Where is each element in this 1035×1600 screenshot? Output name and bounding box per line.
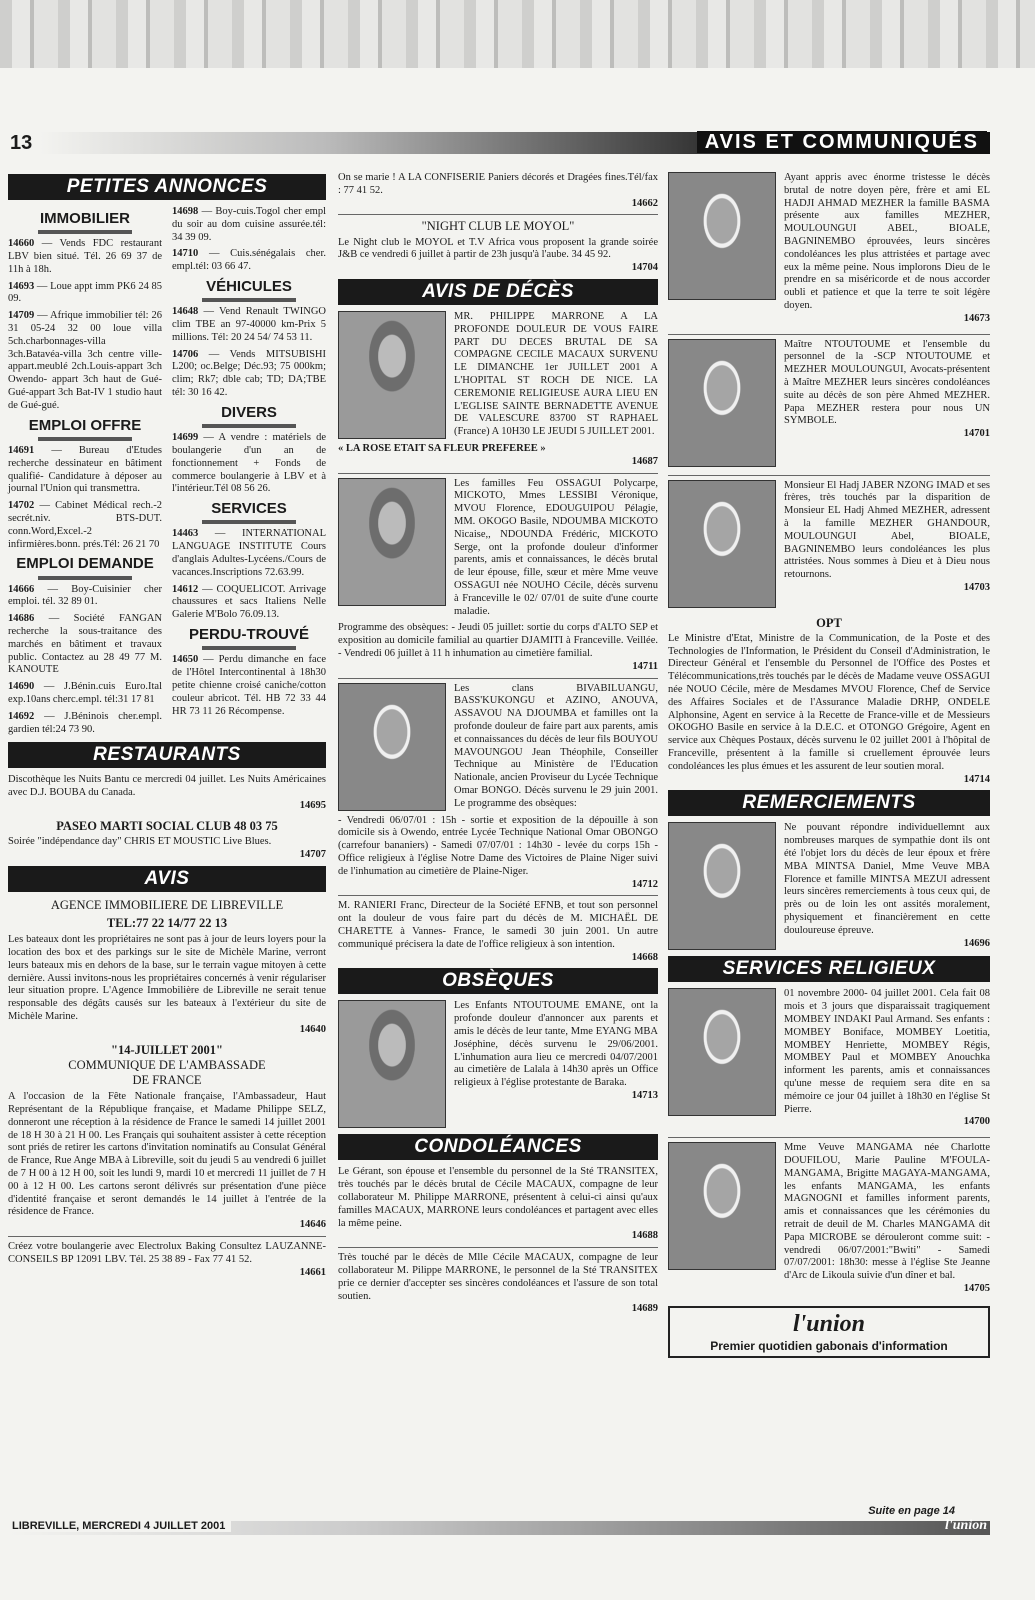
column-3 [668, 172, 990, 1358]
deces-notice-4: M. RANIERI Franc, Directeur de la Société EFNB, et tout son personnel ont la douleur de vous faire part du décès de M. MICHAËL DE CHARETTE à Vannes- France, le samedi 30 juin 2001. Un autre communiqué précisera la date de l'office religieux à son intention. 14668 [338, 900, 658, 963]
column-1 [8, 172, 326, 1283]
remerciements-header: REMERCIEMENTS [668, 790, 990, 816]
condoleances-header: CONDOLÉANCES [338, 1134, 658, 1160]
emploi-offre-heading: EMPLOI OFFRE [28, 416, 142, 434]
heading-rule [202, 298, 296, 302]
portrait-photo [338, 478, 446, 606]
service-notice-1: 01 novembre 2000- 04 juillet 2001. Cela fait 08 mois et 3 jours que disparaissait tragiquement MOMBEY INDAKI Paul Armand. Ses enfants : MOMBEY Boniface, MOMBEY Loetitia, MOMBEY Henriette, MOMBEY Régis, MOMBEY Paul et MOMBEY Anouchka informent les parents, amis et connaissances qu'une messe de requiem sera dite en sa mémoire ce jour 04 juillet à 18h30 en l'église St Pierre. 14700 [784, 988, 990, 1128]
agence-tel: TEL:77 22 14/77 22 13 [106, 915, 228, 930]
confiserie-ad: On se marie ! A LA CONFISERIE Paniers décorés et Dragées fines.Tél/fax : 77 41 52. 14662 [338, 172, 658, 209]
classified-ad: 14612 — COQUELICOT. Arrivage chaussures et sacs Italiens Nelle Galerie M'Bolo 76.09.13. [172, 583, 326, 621]
heading-rule [38, 230, 132, 234]
petites-annonces-header: PETITES ANNONCES [8, 174, 326, 200]
page-number: 13 [10, 132, 33, 154]
divider [8, 1236, 326, 1237]
condoleances-notice: Très touché par le décès de Mlle Cécile MACAUX, compagne de leur collaborateur M. Pilippe MARRONE, le personnel de la Sté TRANSITEX prie ce dernier d'accepter ses sincères condoléances et l'assure de son total soutien. 14689 [338, 1252, 658, 1315]
paseo-title: PASEO MARTI SOCIAL CLUB 48 03 75 [56, 818, 278, 833]
classified-ad: 14709 — Afrique immobilier tél: 26 31 05-24 32 00 loue villa 5ch.charbonnages-villa 3ch.Batavéa-villa 3ch centre ville-appart.meublé 2ch.Louis-appart 3ch Owendo- appart 3ch haut de Gué-Gué-appart 3ch Bat-IV 1 studio haut de Gué-gué. [8, 310, 162, 411]
portrait-photo [668, 988, 776, 1116]
divers-heading: DIVERS [221, 403, 277, 421]
deces-notice-1-tag: « LA ROSE ETAIT SA FLEUR PREFEREE » 14687 [338, 443, 658, 467]
union-tagline: Premier quotidien gabonais d'information [710, 1338, 948, 1353]
classifieds-right [172, 206, 326, 740]
portrait-photo [338, 311, 446, 439]
restaurant-ad: Soirée "indépendance day" CHRIS ET MOUSTIC Live Blues. 14707 [8, 836, 326, 860]
scan-top-edge [0, 0, 1035, 68]
union-logo-box [668, 1306, 990, 1358]
deces-notice-2: Les familles Feu OSSAGUI Polycarpe, MICKOTO, Mmes LESSIBI Véronique, MVOU Florence, EDOUGUIPOU Pélagie, MM. OKOGO Basile, NDOUMBA MICKOTO Nicaise,, NDOUNDA Frédéric, MICKOTO Serge, ont la profonde douleur d'informer parents, amis et connaissances, le décès brutal de leur épouse, fille, sœur et mère Mme veuve OSSAGUI née NOUHO Cécile, décès survenu à Franceville le 02/ 07/01 de suite d'une courte maladie. [454, 477, 658, 617]
vehicules-heading: VÉHICULES [206, 277, 292, 295]
remerciements-notice: Ne pouvant répondre individuellemnt aux nombreuses marques de sympathie dont ils ont été l'objet lors du décès de leur époux et frère MBA MINTSA Daniel, Mme Veuve MBA Florence et famille MINTSA MEZUI adressent leurs sincères remerciements à tous ceux qui, de près ou de loin les ont assités moralement, physiquement et financièrement en cette douloureuse épreuve. 14696 [784, 822, 990, 949]
classified-ad: 14693 — Loue appt imm PK6 24 85 09. [8, 280, 162, 305]
services-heading: SERVICES [211, 500, 287, 518]
classified-ad: 14690 — J.Bénin.cuis Euro.Ital exp.10ans cherc.empl. tél:31 17 81 [8, 681, 162, 705]
heading-rule [38, 576, 132, 580]
footer-logo: l'union [944, 1518, 987, 1533]
opt-notice: Le Ministre d'Etat, Ministre de la Communication, de la Poste et des Technologies de l'Information, le Président du Conseil d'Administration, le Directeur Général et l'ensemble du Personnel de l'Office des Postes et Télécommunications,très touchés par le décès de Madame veuve OSSAGUI née NOUO Cécile, mère de Mesdames MVOU Florence, Chef de Service des Affaires Sociales et de l'Assurance Maladie DRHP, ONDELE Alphonsine, Agent en service à la Recette de France-ville et de Messieurs OKOGHO Basile en service à la D.E.C. et OTONGO Grégoire, Agent en service aux Chèques Postaux, décès survenu le 02 juillet 2001 à l'hôpital de Franceville, présentent à la famille si cruellement éprouvée leurs condoléances les plus émues et les assurent de leur soutien moral. 14714 [668, 632, 990, 785]
immobilier-heading: IMMOBILIER [40, 210, 130, 227]
emploi-demande-heading: EMPLOI DEMANDE [16, 555, 154, 573]
agence-notice: Les bateaux dont les propriétaires ne sont pas à jour de leurs loyers pour la location des box et des parkings sur le site de Michèle Marine, verront leurs bateaux mis en dehors de la base, sur le terrain vague mitoyen à cette dernière. Aussi invitons-nous les propriétaires concernés à venir régulariser leur situation propre. L'Agence Immobilière de Libreville ne serait tenue responsable des dégâts causés sur les bateaux à l'extérieur du site de Michèle Marine. 14640 [8, 934, 326, 1035]
divider [668, 334, 990, 335]
classifieds-left [8, 206, 162, 740]
divider [338, 895, 658, 896]
restaurant-ad: Discothèque les Nuits Bantu ce mercredi 04 juillet. Les Nuits Américaines avec D.J. BOUBA du Canada. 14695 [8, 774, 326, 811]
classified-ad: 14692 — J.Béninois cher.empl. gardien tél:24 73 90. [8, 710, 162, 735]
perdu-trouve-heading: PERDU-TROUVÉ [188, 626, 309, 644]
mezher-notice-3: Monsieur El Hadj JABER NZONG IMAD et ses frères, très touchés par la disparition de Monsieur EL Hadj Ahmed MEZHER, adressent à la famille MEZHER GHANDOUR, MOULOUNGUI Abel, BIOALE, BAGNINEMBO leurs condoléances les plus attristées. Nous sommes à Dieu et à Dieu nous retournons. 14703 [784, 479, 990, 593]
portrait-photo [668, 172, 776, 300]
section-title: AVIS ET COMMUNIQUÉS [697, 131, 987, 153]
condoleances-notice: Le Gérant, son épouse et l'ensemble du personnel de la Sté TRANSITEX, très touchés par le décès brutal de Cécile MACAUX, compagne de leur collaborateur M. Philippe MARRONE, présentent à celui-ci ainsi qu'aux familles MACAUX, MARRONE leurs condoléances et partagent avec elles la même peine. 14688 [338, 1166, 658, 1242]
heading-rule [202, 646, 296, 650]
restaurants-header: RESTAURANTS [8, 742, 326, 768]
agence-title: AGENCE IMMOBILIERE DE LIBREVILLE [50, 897, 284, 912]
ambassade-notice: A l'occasion de la Fête Nationale française, l'Ambassadeur, Haut Représentant de la République française, et Madame Philippe SELZ, donneront une réception à la résidence de France le samedi 14 juillet 2001 de 18 H 30 à 21 H 00. Les Français qui souhaitent assister à cette réception sont priés de retirer les cartons d'invitation nominatifs au Consulat Général de France, Rue Ange MBA à Libreville, soit du jeudi 5 au vendredi 6 juillet de 7 H 00 à 12 H 00, soit les lundi 9, mardi 10 et mercredi 11 juillet de 7 H 00 à 12 H 00. Les cartons seront délivrés sur présentation d'une pièce d'identité française et seront demandés le 14 juillet à l'entrée de la résidence de France. 14646 [8, 1091, 326, 1231]
moyol-title: "NIGHT CLUB LE MOYOL" [421, 219, 575, 234]
heading-rule [38, 437, 132, 441]
obseques-notice: Les Enfants NTOUTOUME EMANE, ont la profonde douleur d'annoncer aux parents et amis le décès de leur tante, Mme EYANG MBA Joséphine, décès survenu le 29/06/2001. L'inhumation aura lieu ce mercredi 04/07/2001 au cimetière de Lalala à 14h30 après un Office religieux à l'église protestante de Baraka. 14713 [454, 1000, 658, 1101]
portrait-photo [668, 1142, 776, 1270]
mezher-notice-2: Maître NTOUTOUME et l'ensemble du personnel de la -SCP NTOUTOUME et MEZHER MOULOUNGUI, Avocats-présentent à Maître MEZHER leurs sincères condoléances suite au décès de son père Ahmed MEZHER. Papa MEZHER restera pour nous UN SYMBOLE. 14701 [784, 338, 990, 440]
deces-notice-3: Les clans BIVABILUANGU, BASS'KUKONGU et AZINO, ANOUVA, ASSAVOU NA DJOUMBA et familles ont la profonde douleur de faire part aux parents, amis et connaissances du décès de leur fils BOUYOU MAVOUNGOU Jean Théophile, Conseiller Technique au Ministère de l'Education Nationale, ancien Proviseur du Lycée Technique Omar BONGO. Décès survenu le 29 juin 2001. Le programme des obsèques: [454, 682, 658, 809]
union-logo: l'union [792, 1310, 866, 1337]
portrait-photo [668, 339, 776, 467]
divider [338, 678, 658, 679]
divider [338, 214, 658, 215]
divider [668, 475, 990, 476]
classified-ad: 14706 — Vends MITSUBISHI L200; oc.Belge; Déc.93; 75 000km; clim; Rk7; dble cab; TD; DA;TBE tél: 30 16 42. [172, 348, 326, 399]
services-religieux-header: SERVICES RELIGIEUX [668, 956, 990, 982]
opt-title: OPT [816, 615, 842, 630]
ambassade-sub: COMMUNIQUE DE L'AMBASSADE [68, 1057, 266, 1072]
classified-ad: 14710 — Cuis.sénégalais cher. empl.tél: 03 66 47. [172, 248, 326, 273]
classified-ad: 14699 — A vendre : matériels de boulangerie d'un an de fonctionnement + Fonds de commerce boulangerie à LBV et à l'intérieur.Tél 08 56 26. [172, 432, 326, 495]
moyol-ad: Le Night club le MOYOL et T.V Africa vous proposent la grande soirée J&B ce vendredi 6 juillet à partir de 23h jusqu'à l'aube. 34 45 92. 14704 [338, 236, 658, 274]
classified-ad: 14463 — INTERNATIONAL LANGUAGE INSTITUTE Cours d'anglais Adultes-Lycéens./Cours de vacances.Inscriptions 72.63.99. [172, 528, 326, 578]
juillet-title: "14-JUILLET 2001" [111, 1042, 223, 1057]
avis-deces-header: AVIS DE DÉCÈS [338, 279, 658, 305]
service-notice-2: Mme Veuve MANGAMA née Charlotte DOUFILOU, Marie Pauline M'FOULA-MANGAMA, Brigitte MAGAYA-MANGAMA, les enfants MANGAMA, les enfants MAGNOGNI et familles informent parents, amis et connaissances que les cérémonies du retrait de deuil de M. Charles MANGAMA dit Papa MICROBE se dérouleront comme suit: - vendredi 06/07/2001:"Bwiti" - Samedi 07/07/2001: 18h30: messe à l'église Ste Jeanne d'Arc de Likoula suivie d'un dîner et bal. 14705 [784, 1142, 990, 1294]
classified-ad: 14666 — Boy-Cuisinier cher emploi. tél. 32 89 01. [8, 583, 162, 608]
classified-ad: 14648 — Vend Renault TWINGO clim TBE an 97-40000 km-Prix 5 millions. Tél: 20 24 54/ 74 53 11. [172, 306, 326, 343]
obseques-header: OBSÈQUES [338, 968, 658, 994]
portrait-photo [338, 1000, 446, 1128]
mezher-notice-1: Ayant appris avec énorme tristesse le décès brutal de notre doyen père, frère et ami EL HADJI AHMAD MEZHER la famille BASMA présente aux familles MEZHER, MOULOUNGUI ABEL, BIOALE, BAGNINEMBO éprouvées, leurs sincères condoléances les plus attristées et partage avec eux la même peine. Nous implorons Dieu de le prendre en sa miséricorde et de nous accorder oubli et patience et que la terre te soit légère doyen. 14673 [784, 172, 990, 324]
deces-notice-1: MR. PHILIPPE MARRONE A LA PROFONDE DOULEUR DE VOUS FAIRE PART DU DECES BRUTAL DE SA COMPAGNE CECILE MACAUX SURVENU LE DIMANCHE 1er JUILLET 2001 A L'HOPITAL ST ROCH DE NICE. LA CEREMONIE RELIGIEUSE AURA LIEU EN L'EGLISE SAINTE BERNADETTE AVENUE DE VALESCURE 83700 ST RAPHAEL (France) A 10H30 LE JEUDI 5 JUILLET 2001. [454, 311, 658, 438]
classified-ad: 14698 — Boy-cuis.Togol cher empl du soir au dom cuisine assurée.tél: 34 39 09. [172, 206, 326, 243]
column-2 [338, 172, 658, 1320]
avis-header: AVIS [8, 866, 326, 892]
footer-dateline: LIBREVILLE, MERCREDI 4 JUILLET 2001 [12, 1520, 231, 1532]
classifieds-grid [8, 206, 326, 740]
divider [668, 1137, 990, 1138]
divider [338, 1247, 658, 1248]
heading-rule [202, 520, 296, 524]
ambassade-sub-2: DE FRANCE [132, 1073, 202, 1087]
portrait-photo [668, 822, 776, 950]
classified-ad: 14691 — Bureau d'Etudes recherche dessinateur en bâtiment qualifié- Candidature à déposer au journal l'Union qui transmettra. [8, 444, 162, 495]
classified-ad: 14660 — Vends FDC restaurant LBV bien situé. Tél. 26 69 37 de 11h à 18h. [8, 238, 162, 275]
classified-ad: 14702 — Cabinet Médical rech.-2 secrét.niv. BTS-DUT. conn.Word,Excel.-2 infirmières.bonn. prés.Tél: 26 21 70 [8, 500, 162, 550]
classified-ad: 14650 — Perdu dimanche en face de l'Hôtel Intercontinental à 18h30 petite chienne croisé caniche/cotton couleur abricot. Tél. HB 72 33 44 HR 73 11 26 Récompense. [172, 654, 326, 717]
heading-rule [202, 424, 296, 428]
portrait-photo [338, 683, 446, 811]
deces-notice-3-program: - Vendredi 06/07/01 : 15h - sortie et exposition de la dépouille à son domicile sis à Owendo, entrée Lycée Technique National Omar OBONGO (carrefour bananiers) - Samedi 07/07/01 : 14h30 - levée du corps 15h - Office religieux à l'église Notre Dame des Victoires de Plaine Niger suivi de l'inhumation au cimetière de Plaine-Niger. 14712 [338, 814, 658, 890]
boulangerie-ad: Créez votre boulangerie avec Electrolux Baking Consultez LAUZANNE-CONSEILS BP 12091 LBV. Tél. 25 38 89 - Fax 77 41 52. 14661 [8, 1241, 326, 1278]
divider [338, 473, 658, 474]
portrait-photo [668, 480, 776, 608]
classified-ad: 14686 — Société FANGAN recherche la sous-traitance des marchés en bâtiment et travaux public. Contactez au 28 49 77 M. KANOUTE [8, 613, 162, 676]
continued-note: Suite en page 14 [868, 1505, 955, 1517]
deces-notice-2-program: Programme des obsèques: - Jeudi 05 juillet: sortie du corps d'ALTO SEP et exposition au domicile familial au quartier DJAMITI à Franceville. Veillée. - Vendredi 06 juillet à 11 h inhumation au cimetière familial. 14711 [338, 622, 658, 672]
